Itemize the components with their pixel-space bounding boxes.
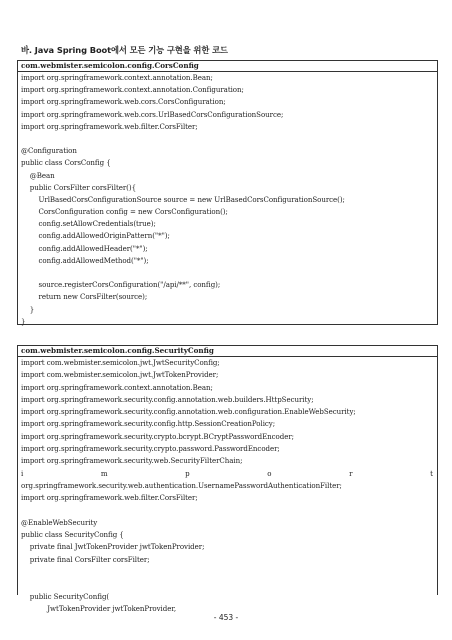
justified-letter: o bbox=[267, 468, 272, 478]
code-line: CorsConfiguration config = new CorsConfiguration(); bbox=[21, 207, 228, 217]
code-line: public SecurityConfig( bbox=[21, 591, 110, 601]
code-line: org.springframework.security.web.authentication.UsernamePasswordAuthenticationFilter; bbox=[21, 480, 342, 490]
code-line: import com.webmister.semicolon.jwt.JwtTokenProvider; bbox=[21, 370, 219, 380]
code-line: import org.springframework.context.annotation.Bean; bbox=[21, 73, 213, 82]
code-line: public class CorsConfig { bbox=[21, 158, 111, 168]
code-line: import org.springframework.security.web.SecurityFilterChain; bbox=[21, 456, 243, 466]
code-line: public CorsFilter corsFilter(){ bbox=[21, 182, 137, 192]
code-line: UrlBasedCorsConfigurationSource source = new UrlBasedCorsConfigurationSource(); bbox=[21, 194, 345, 204]
code-line: import org.springframework.web.cors.CorsConfiguration; bbox=[21, 97, 226, 107]
code-line bbox=[21, 133, 437, 145]
code-block-title: com.webmister.semicolon.config.CorsConfig bbox=[18, 61, 437, 72]
code-line: import com.webmister.semicolon.jwt.JwtSecurityConfig; bbox=[21, 358, 220, 367]
justified-letter: r bbox=[349, 468, 353, 478]
code-block-title: com.webmister.semicolon.config.SecurityConfig bbox=[18, 346, 437, 357]
code-line: import org.springframework.context.annotation.Bean; bbox=[21, 382, 213, 392]
justified-letter: i bbox=[21, 468, 24, 478]
code-line: import org.springframework.security.config.annotation.web.configuration.EnableWebSecurity; bbox=[21, 407, 356, 417]
code-line: public class SecurityConfig { bbox=[21, 530, 124, 540]
justified-letter: t bbox=[430, 468, 433, 478]
code-line: } bbox=[21, 304, 35, 314]
code-line bbox=[21, 505, 437, 517]
code-line bbox=[21, 578, 437, 590]
code-line: } bbox=[21, 316, 26, 326]
code-line: import org.springframework.security.crypto.bcrypt.BCryptPasswordEncoder; bbox=[21, 431, 294, 441]
code-line: private final JwtTokenProvider jwtTokenProvider; bbox=[21, 542, 205, 552]
code-line: config.addAllowedHeader("*"); bbox=[21, 243, 148, 253]
code-lines bbox=[18, 357, 437, 615]
justified-letter: m bbox=[100, 468, 108, 478]
code-line: return new CorsFilter(source); bbox=[21, 292, 148, 302]
code-line: private final CorsFilter corsFilter; bbox=[21, 554, 150, 564]
code-line: config.addAllowedOriginPattern("*"); bbox=[21, 231, 170, 241]
security-config-code-block bbox=[17, 345, 438, 613]
code-line: source.registerCorsConfiguration("/api/**", config); bbox=[21, 280, 221, 290]
code-line-justified bbox=[21, 468, 437, 480]
code-line: JwtTokenProvider jwtTokenProvider, bbox=[21, 603, 177, 613]
code-line: import org.springframework.web.filter.CorsFilter; bbox=[21, 121, 198, 131]
code-line: import org.springframework.security.config.http.SessionCreationPolicy; bbox=[21, 419, 276, 429]
code-line: config.addAllowedMethod("*"); bbox=[21, 255, 149, 265]
justified-letter: p bbox=[185, 468, 190, 478]
code-line bbox=[21, 566, 437, 578]
page-number: - 453 - bbox=[213, 613, 239, 622]
code-line: @Configuration bbox=[21, 146, 77, 156]
code-line: import org.springframework.context.annotation.Configuration; bbox=[21, 85, 244, 95]
section-heading: 바. Java Spring Boot에서 모든 기능 구현을 위한 코드 bbox=[21, 45, 228, 55]
code-line: config.setAllowCredentials(true); bbox=[21, 219, 156, 229]
code-line: import org.springframework.web.filter.CorsFilter; bbox=[21, 493, 198, 503]
code-line: @EnableWebSecurity bbox=[21, 517, 98, 527]
cors-config-code-block bbox=[17, 60, 438, 325]
code-lines bbox=[18, 72, 437, 328]
code-line: import org.springframework.security.config.annotation.web.builders.HttpSecurity; bbox=[21, 394, 314, 404]
code-line bbox=[21, 267, 437, 279]
code-line: import org.springframework.security.crypto.password.PasswordEncoder; bbox=[21, 444, 280, 454]
code-line: import org.springframework.web.cors.UrlBasedCorsConfigurationSource; bbox=[21, 109, 284, 119]
code-line: @Bean bbox=[21, 170, 55, 180]
